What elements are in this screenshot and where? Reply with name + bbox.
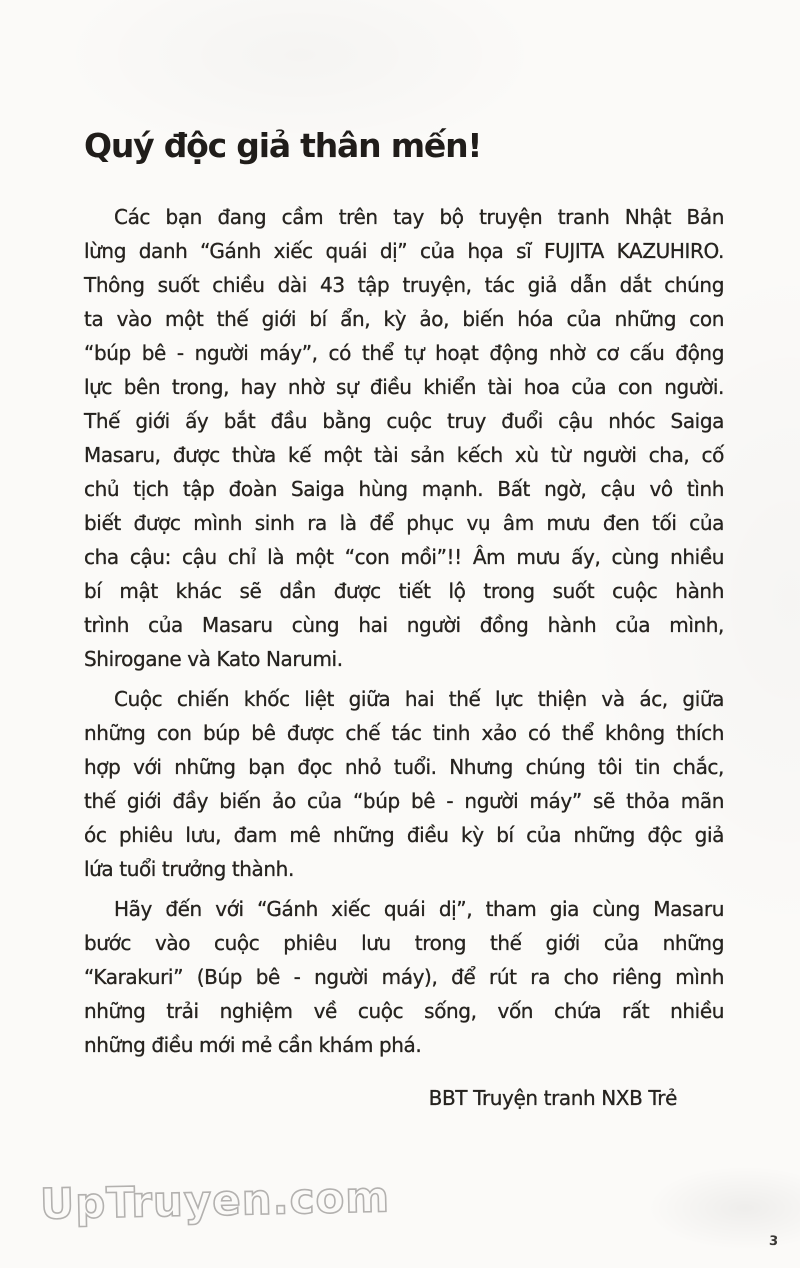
text-line: lừng danh “Gánh xiếc quái dị” của họa sĩ FUJITA KAZUHIRO. <box>84 239 724 263</box>
text-line: óc phiêu lưu, đam mê những điều kỳ bí của những độc giả <box>84 823 724 847</box>
text-line: lứa tuổi trưởng thành. <box>84 857 294 881</box>
text-line: Thông suốt chiều dài 43 tập truyện, tác giả dẫn dắt chúng <box>84 273 724 297</box>
text-line: bước vào cuộc phiêu lưu trong thế giới của những <box>84 931 724 955</box>
text-line: cha cậu: cậu chỉ là một “con mồi”!! Âm mưu ấy, cùng nhiều <box>84 545 724 569</box>
text-line: Cuộc chiến khốc liệt giữa hai thế lực thiện và ác, giữa <box>114 687 724 711</box>
text-line: Các bạn đang cầm trên tay bộ truyện tranh Nhật Bản <box>114 205 724 229</box>
text-line: bí mật khác sẽ dần được tiết lộ trong suốt cuộc hành <box>84 579 724 603</box>
text-line: trình của Masaru cùng hai người đồng hành của mình, <box>84 613 724 637</box>
text-line: chủ tịch tập đoàn Saiga hùng mạnh. Bất ngờ, cậu vô tình <box>84 477 724 501</box>
text-line: những điều mới mẻ cần khám phá. <box>84 1033 422 1057</box>
page-number: 3 <box>768 1233 779 1250</box>
text-line: Masaru, được thừa kế một tài sản kếch xù từ người cha, cố <box>84 443 724 467</box>
uptruyen-watermark: UpTruyen.com <box>39 1172 391 1229</box>
text-line: biết được mình sinh ra là để phục vụ âm mưu đen tối của <box>84 511 724 535</box>
text-line: hợp với những bạn đọc nhỏ tuổi. Nhưng chúng tôi tin chắc, <box>84 755 724 779</box>
text-line: Hãy đến với “Gánh xiếc quái dị”, tham gia cùng Masaru <box>114 897 724 921</box>
paragraph <box>84 200 724 676</box>
letter-body <box>84 200 724 1068</box>
text-line: những con búp bê được chế tác tinh xảo có thể không thích <box>84 721 724 745</box>
text-line: ta vào một thế giới bí ẩn, kỳ ảo, biến hóa của những con <box>84 307 724 331</box>
text-line: Thế giới ấy bắt đầu bằng cuộc truy đuổi cậu nhóc Saiga <box>84 409 724 433</box>
text-line: thế giới đầy biến ảo của “búp bê - người máy” sẽ thỏa mãn <box>84 789 724 813</box>
text-line: Shirogane và Kato Narumi. <box>84 647 343 671</box>
text-line: “búp bê - người máy”, có thể tự hoạt động nhờ cơ cấu động <box>84 341 724 365</box>
paragraph <box>84 682 724 886</box>
signature: BBT Truyện tranh NXB Trẻ <box>428 1086 677 1110</box>
text-line: lực bên trong, hay nhờ sự điều khiển tài hoa của con người. <box>84 375 724 399</box>
text-line: những trải nghiệm về cuộc sống, vốn chứa rất nhiều <box>84 999 724 1023</box>
page-title: Quý độc giả thân mến! <box>84 126 482 165</box>
paragraph <box>84 892 724 1062</box>
text-line: “Karakuri” (Búp bê - người máy), để rút ra cho riêng mình <box>84 965 724 989</box>
